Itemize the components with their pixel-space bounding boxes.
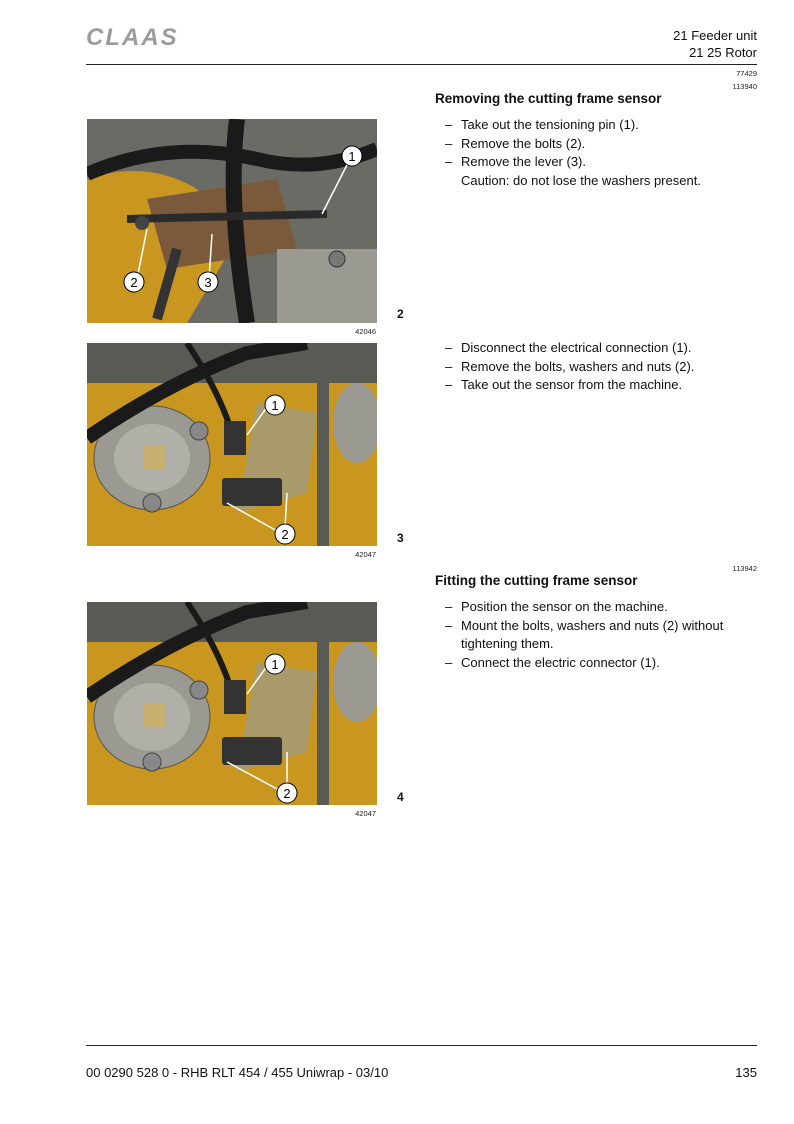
- figure-code: 42047: [355, 550, 376, 559]
- callout-label: 3: [204, 275, 212, 290]
- list-item: – Disconnect the electrical connection (1).: [435, 339, 755, 358]
- figure-3-photo: [87, 343, 377, 546]
- callout-label: 2: [283, 786, 291, 801]
- list-item: – Remove the lever (3).: [435, 153, 755, 172]
- doc-id: 77429: [736, 69, 757, 78]
- removing-steps-a: [435, 116, 755, 190]
- callout-label: 1: [348, 149, 356, 164]
- callout-label: 2: [281, 527, 289, 542]
- page-number: 135: [735, 1065, 757, 1080]
- footer-rule: [86, 1045, 757, 1046]
- list-item: – Remove the bolts (2).: [435, 135, 755, 154]
- claas-logo: [86, 24, 190, 50]
- list-item: – Connect the electric connector (1).: [435, 654, 745, 673]
- footer-doc: 00 0290 528 0 - RHB RLT 454 / 455 Uniwrap - 03/10: [86, 1065, 389, 1080]
- fitting-heading: Fitting the cutting frame sensor: [435, 573, 638, 588]
- list-item: – Take out the sensor from the machine.: [435, 376, 755, 395]
- claas-logo-text: CLAAS: [86, 24, 179, 50]
- caution-note: Caution: do not lose the washers present.: [461, 172, 701, 188]
- removing-steps-b: [435, 339, 755, 395]
- doc-id: 113942: [732, 564, 757, 573]
- fitting-steps: [435, 598, 745, 672]
- callout-2: [275, 524, 295, 544]
- callout-label: 1: [271, 657, 279, 672]
- callout-label: 1: [271, 398, 279, 413]
- figure-code: 42047: [355, 809, 376, 818]
- callout-label: 2: [130, 275, 138, 290]
- figure-code: 42046: [355, 327, 376, 336]
- header-rule: [86, 64, 757, 65]
- list-item: – Take out the tensioning pin (1).: [435, 116, 755, 135]
- doc-id: 113940: [732, 82, 757, 91]
- figure-number: 2: [397, 307, 404, 321]
- figure-number: 4: [397, 790, 404, 804]
- figure-4-photo: [87, 602, 377, 805]
- list-item: – Position the sensor on the machine.: [435, 598, 745, 617]
- callout-2: [124, 272, 144, 292]
- figure-2-photo: [87, 119, 377, 323]
- callout-2: [277, 783, 297, 803]
- callout-1: [265, 395, 285, 415]
- removing-heading: Removing the cutting frame sensor: [435, 91, 662, 106]
- list-item: – Remove the bolts, washers and nuts (2).: [435, 358, 755, 377]
- list-item: – Mount the bolts, washers and nuts (2) without tightening them.: [435, 617, 745, 654]
- section-title: 21 25 Rotor: [689, 45, 757, 60]
- callout-3: [198, 272, 218, 292]
- chapter-title: 21 Feeder unit: [673, 28, 757, 43]
- callout-1: [342, 146, 362, 166]
- figure-number: 3: [397, 531, 404, 545]
- callout-1: [265, 654, 285, 674]
